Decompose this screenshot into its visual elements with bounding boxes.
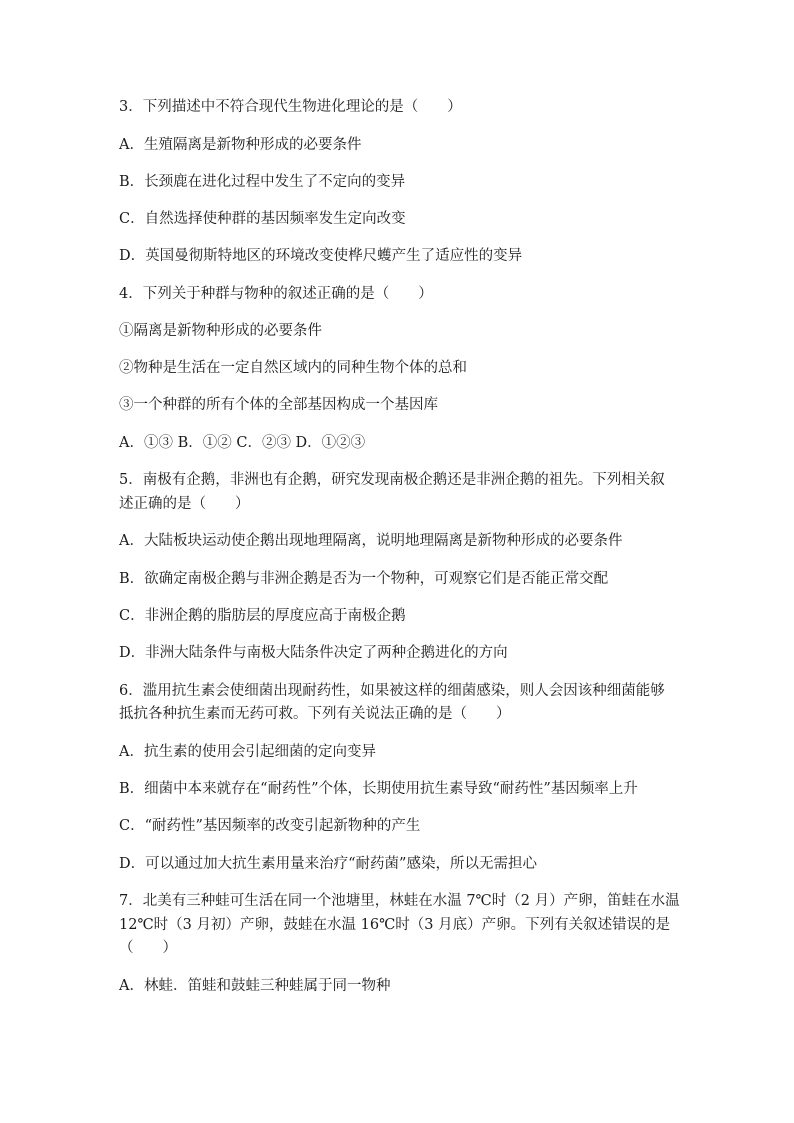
question-4-stem: 4．下列关于种群与物种的叙述正确的是（ ） (119, 286, 433, 302)
question-3-stem: 3．下列描述中不符合现代生物进化理论的是（ ） (119, 99, 462, 115)
question-5-option-d: D．非洲大陆条件与南极大陆条件决定了两种企鹅进化的方向 (119, 645, 508, 661)
question-4-statement-2: ②物种是生活在一定自然区域内的同种生物个体的总和 (119, 360, 467, 376)
question-3-option-b: B．长颈鹿在进化过程中发生了不定向的变异 (119, 174, 406, 190)
question-6-option-b: B．细菌中本来就存在“耐药性”个体，长期使用抗生素导致“耐药性”基因频率上升 (119, 781, 638, 797)
question-7-stem-line-2: 12℃时（3 月初）产卵，鼓蛙在水温 16℃时（3 月底）产卵。下列有关叙述错误的是 (119, 917, 671, 933)
question-5-option-a: A．大陆板块运动使企鹅出现地理隔离，说明地理隔离是新物种形成的必要条件 (119, 533, 623, 549)
question-6-option-a: A．抗生素的使用会引起细菌的定向变异 (119, 744, 376, 760)
question-6-option-d: D．可以通过加大抗生素用量来治疗“耐药菌”感染，所以无需担心 (119, 856, 537, 872)
question-5-stem-line-2: 述正确的是（ ） (119, 496, 250, 512)
question-4-statement-3: ③一个种群的所有个体的全部基因构成一个基因库 (119, 397, 438, 413)
question-7-option-a: A．林蛙．笛蛙和鼓蛙三种蛙属于同一物种 (119, 978, 391, 994)
question-6-option-c: C．“耐药性”基因频率的改变引起新物种的产生 (119, 818, 421, 834)
question-4-statement-1: ①隔离是新物种形成的必要条件 (119, 323, 322, 339)
question-3-option-a: A．生殖隔离是新物种形成的必要条件 (119, 137, 362, 153)
question-3-option-d: D．英国曼彻斯特地区的环境改变使桦尺蠖产生了适应性的变异 (119, 248, 523, 264)
question-6-stem-line-1: 6．滥用抗生素会使细菌出现耐药性，如果被这样的细菌感染，则人会因该种细菌能够 (119, 683, 665, 699)
question-5-option-b: B．欲确定南极企鹅与非洲企鹅是否为一个物种，可观察它们是否能正常交配 (119, 571, 609, 587)
question-7-stem-line-1: 7．北美有三种蛙可生活在同一个池塘里，林蛙在水温 7℃时（2 月）产卵，笛蛙在水温 (119, 893, 680, 909)
question-3-option-c: C．自然选择使种群的基因频率发生定向改变 (119, 211, 406, 227)
question-4-options: A．①③ B．①② C．②③ D．①②③ (119, 435, 366, 451)
question-5-stem-line-1: 5．南极有企鹅，非洲也有企鹅，研究发现南极企鹅还是非洲企鹅的祖先。下列相关叙 (119, 472, 665, 488)
question-7-stem-line-3: （ ） (119, 940, 177, 956)
question-6-stem-line-2: 抵抗各种抗生素而无药可救。下列有关说法正确的是（ ） (119, 706, 511, 722)
question-5-option-c: C．非洲企鹅的脂肪层的厚度应高于南极企鹅 (119, 608, 406, 624)
